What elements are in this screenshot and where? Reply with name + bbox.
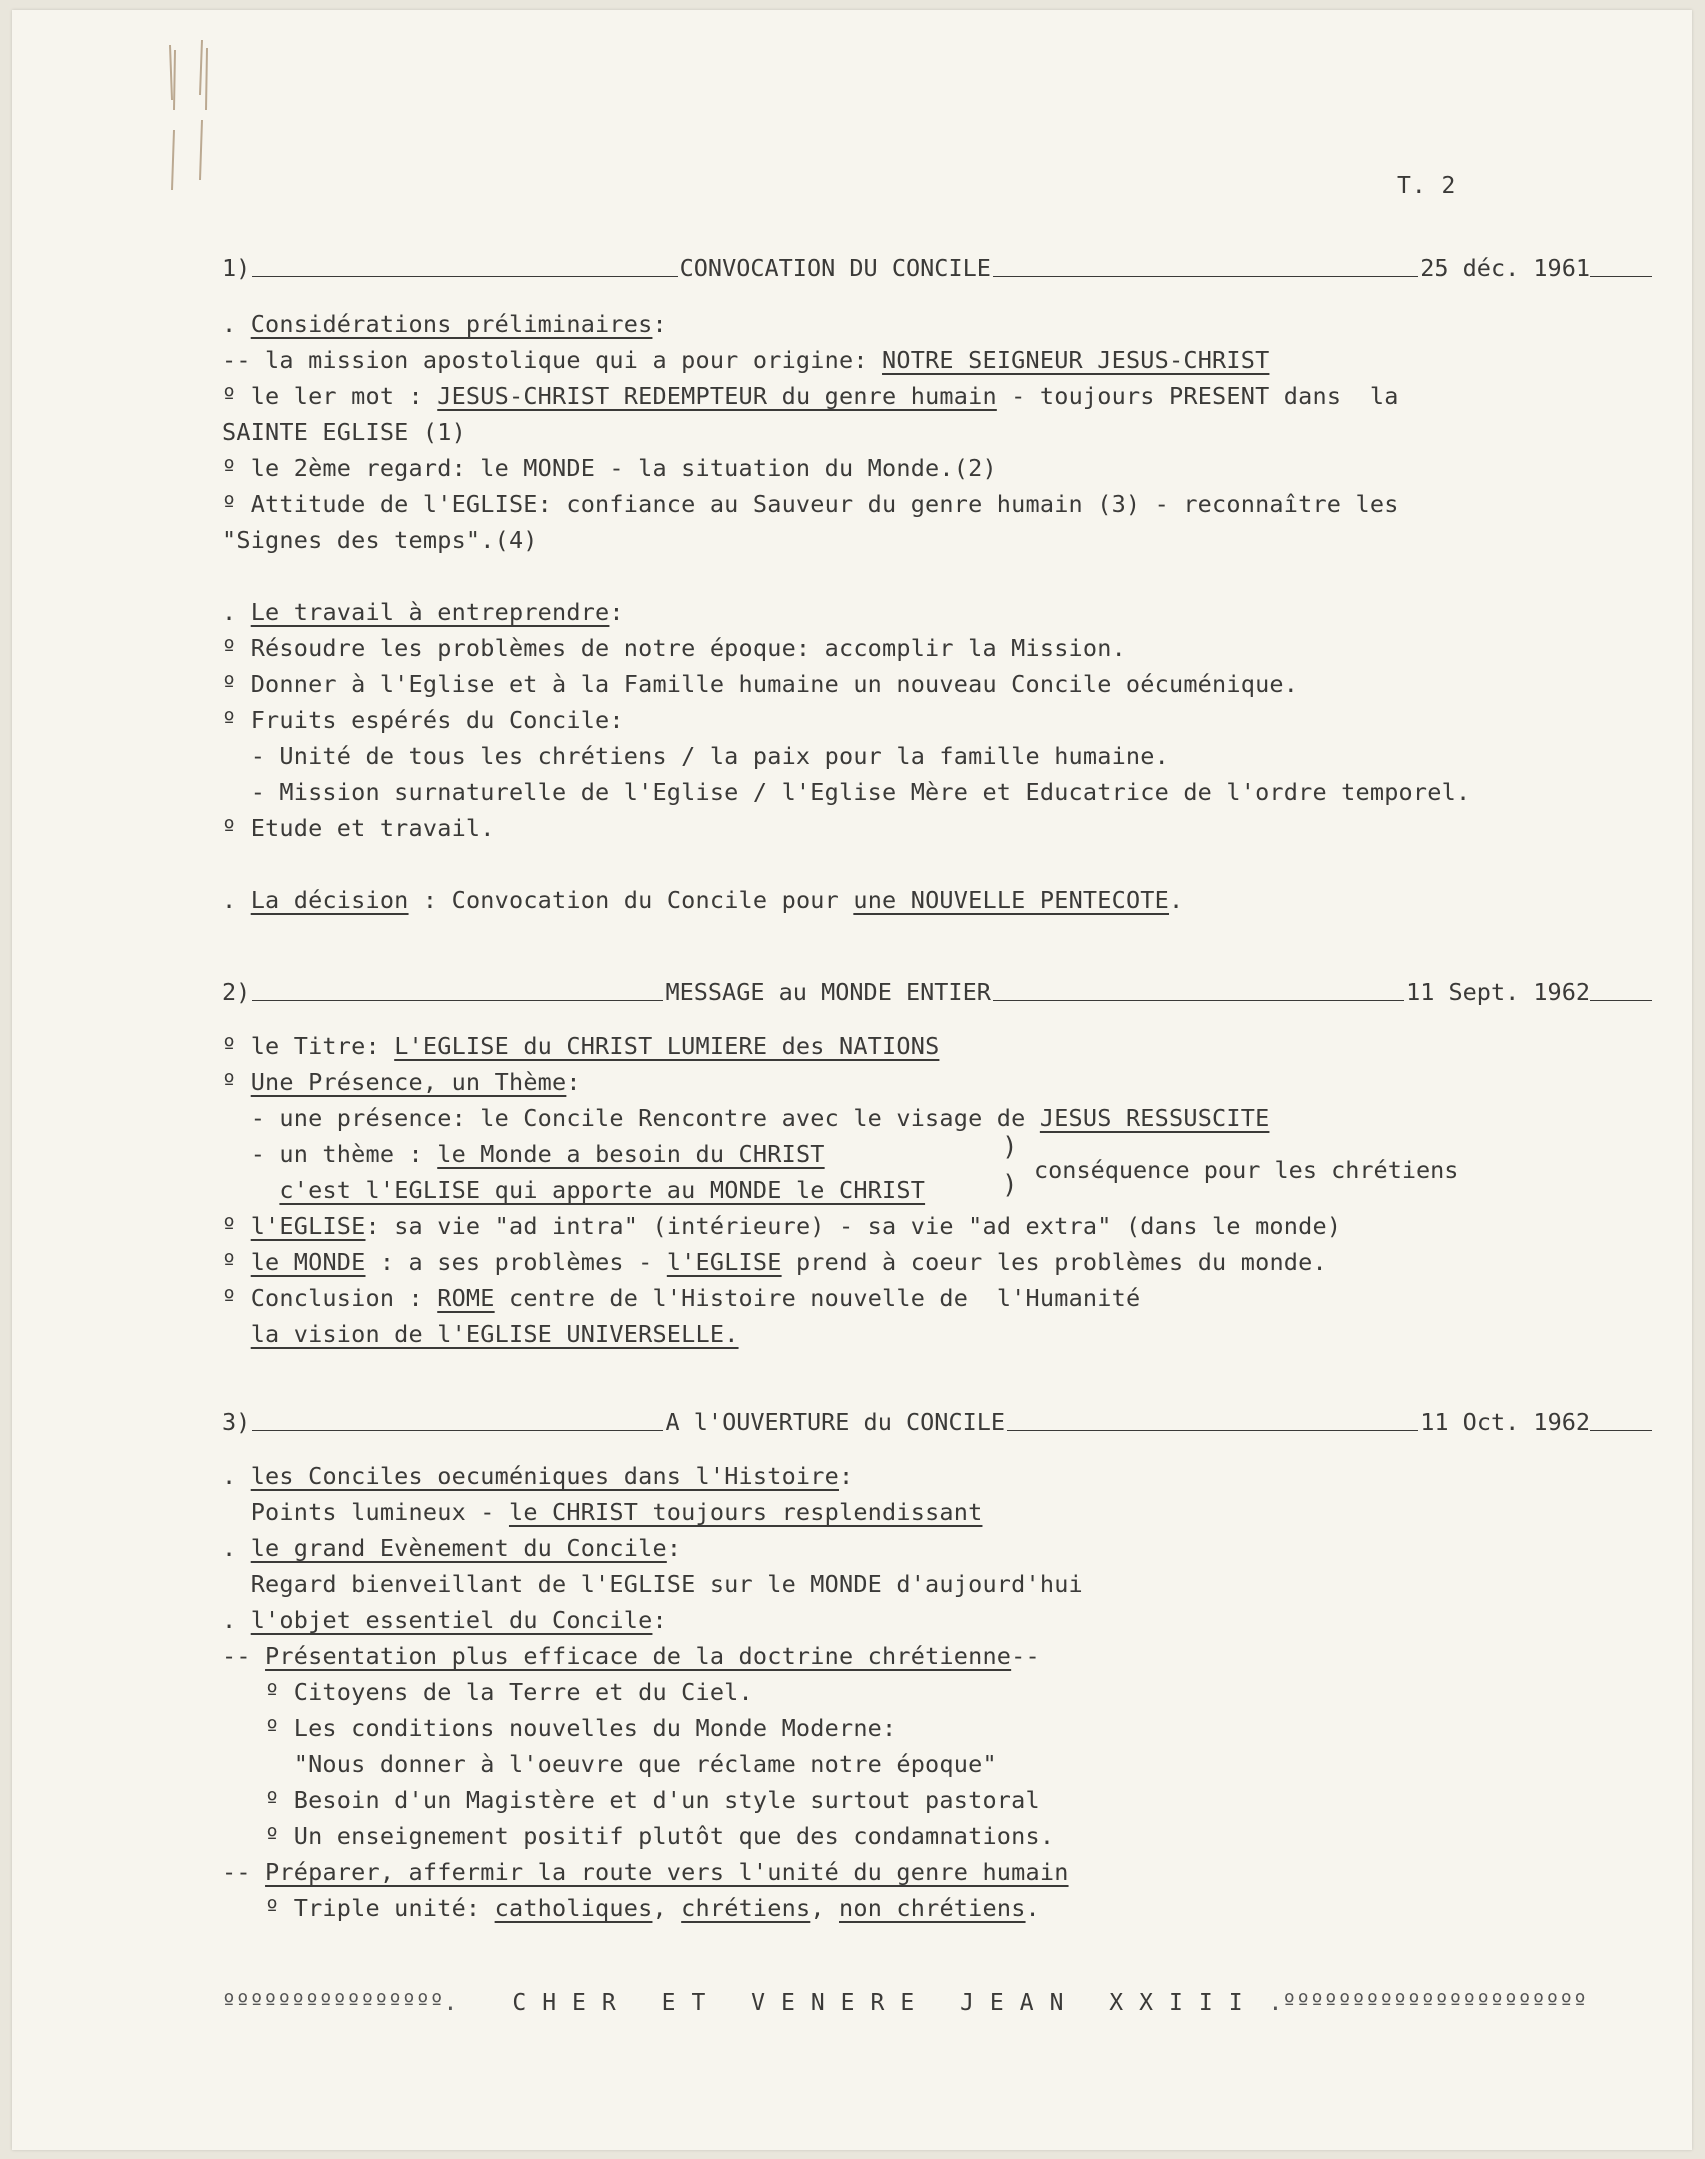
- text-line: - Unité de tous les chrétiens / la paix pour la famille humaine.: [222, 742, 1169, 770]
- heading-rule: [1007, 1430, 1418, 1431]
- text-line: . les Conciles oecuméniques dans l'Histoire:: [222, 1462, 854, 1490]
- text-line: º Etude et travail.: [222, 814, 495, 842]
- heading-rule: [1590, 1000, 1652, 1001]
- section-date: 11 Sept. 1962: [1406, 978, 1590, 1006]
- text-line: - une présence: le Concile Rencontre avec le visage de JESUS RESSUSCITE: [222, 1104, 1270, 1132]
- text-line: º Une Présence, un Thème:: [222, 1068, 581, 1096]
- section-date: 11 Oct. 1962: [1420, 1408, 1591, 1436]
- document-page: [12, 10, 1692, 2150]
- section-date: 25 déc. 1961: [1420, 254, 1590, 282]
- footer-dots-right: .ºººººººººººººººººººººº: [1268, 1990, 1588, 2016]
- page-number: T. 2: [1397, 173, 1457, 199]
- text-line: º l'EGLISE: sa vie "ad intra" (intérieure) - sa vie "ad extra" (dans le monde): [222, 1212, 1342, 1240]
- text-line: SAINTE EGLISE (1): [222, 418, 466, 446]
- heading-rule: [252, 1430, 663, 1431]
- section-2-heading: [222, 972, 1652, 1006]
- text-line: º le Titre: L'EGLISE du CHRIST LUMIERE des NATIONS: [222, 1032, 940, 1060]
- text-line: - Mission surnaturelle de l'Eglise / l'Eglise Mère et Educatrice de l'ordre temporel.: [222, 778, 1471, 806]
- text-line: º Résoudre les problèmes de notre époque: accomplir la Mission.: [222, 634, 1126, 662]
- side-note: conséquence pour les chrétiens: [1034, 1156, 1459, 1184]
- section-title: CONVOCATION DU CONCILE: [679, 254, 991, 282]
- text-line: º le MONDE : a ses problèmes - l'EGLISE prend à coeur les problèmes du monde.: [222, 1248, 1327, 1276]
- text-line: º Les conditions nouvelles du Monde Moderne:: [222, 1714, 897, 1742]
- text-line: c'est l'EGLISE qui apporte au MONDE le CHRIST: [279, 1176, 926, 1204]
- text-line: º Fruits espérés du Concile:: [222, 706, 624, 734]
- section-1-heading: [222, 248, 1652, 282]
- text-line: º Donner à l'Eglise et à la Famille humaine un nouveau Concile oécuménique.: [222, 670, 1299, 698]
- text-line: . l'objet essentiel du Concile:: [222, 1606, 667, 1634]
- text-line: - un thème : le Monde a besoin du CHRIST: [222, 1140, 825, 1168]
- text-line: º Besoin d'un Magistère et d'un style surtout pastoral: [222, 1786, 1040, 1814]
- section-number: 3): [222, 1408, 251, 1436]
- brace-bottom: ): [1002, 1170, 1018, 1200]
- text-line: -- Présentation plus efficace de la doctrine chrétienne--: [222, 1642, 1040, 1670]
- text-line: . Le travail à entreprendre:: [222, 598, 624, 626]
- text-line: . La décision : Convocation du Concile pour une NOUVELLE PENTECOTE.: [222, 886, 1184, 914]
- staple-marks: [162, 40, 232, 200]
- text-line: º Un enseignement positif plutôt que des condamnations.: [222, 1822, 1055, 1850]
- text-line: . le grand Evènement du Concile:: [222, 1534, 682, 1562]
- text-line: Points lumineux - le CHRIST toujours resplendissant: [222, 1498, 983, 1526]
- section-3-heading: [222, 1402, 1652, 1436]
- text-line: º le 2ème regard: le MONDE - la situation du Monde.(2): [222, 454, 997, 482]
- footer-signature: CHER ET VENERE JEAN XXIII: [512, 1990, 1259, 2016]
- text-line: "Signes des temps".(4): [222, 526, 538, 554]
- text-line: º Attitude de l'EGLISE: confiance au Sauveur du genre humain (3) - reconnaître les: [222, 490, 1399, 518]
- heading-rule: [1590, 276, 1652, 277]
- text-line: "Nous donner à l'oeuvre que réclame notre époque": [222, 1750, 997, 1778]
- heading-rule: [993, 276, 1418, 277]
- text-line: la vision de l'EGLISE UNIVERSELLE.: [250, 1320, 739, 1348]
- heading-rule: [252, 1000, 663, 1001]
- text-line: -- Préparer, affermir la route vers l'unité du genre humain: [222, 1858, 1069, 1886]
- section-title: MESSAGE au MONDE ENTIER: [665, 978, 991, 1006]
- section-title: A l'OUVERTURE du CONCILE: [665, 1408, 1006, 1436]
- heading-rule: [252, 276, 677, 277]
- text-line: º Conclusion : ROME centre de l'Histoire nouvelle de l'Humanité: [222, 1284, 1141, 1312]
- section-number: 2): [222, 978, 251, 1006]
- footer-dots-left: ºººººººººººººººº.: [222, 1990, 458, 2016]
- section-number: 1): [222, 254, 251, 282]
- footer-signature-line: [222, 1990, 1632, 2016]
- text-line: º Triple unité: catholiques, chrétiens, non chrétiens.: [222, 1894, 1040, 1922]
- text-line: º le ler mot : JESUS-CHRIST REDEMPTEUR du genre humain - toujours PRESENT dans la: [222, 382, 1399, 410]
- heading-rule: [993, 1000, 1404, 1001]
- brace-top: ): [1002, 1132, 1018, 1162]
- text-line: . Considérations préliminaires:: [222, 310, 667, 338]
- text-line: -- la mission apostolique qui a pour origine: NOTRE SEIGNEUR JESUS-CHRIST: [222, 346, 1270, 374]
- text-line: Regard bienveillant de l'EGLISE sur le MONDE d'aujourd'hui: [222, 1570, 1083, 1598]
- text-line: º Citoyens de la Terre et du Ciel.: [222, 1678, 753, 1706]
- heading-rule: [1590, 1430, 1652, 1431]
